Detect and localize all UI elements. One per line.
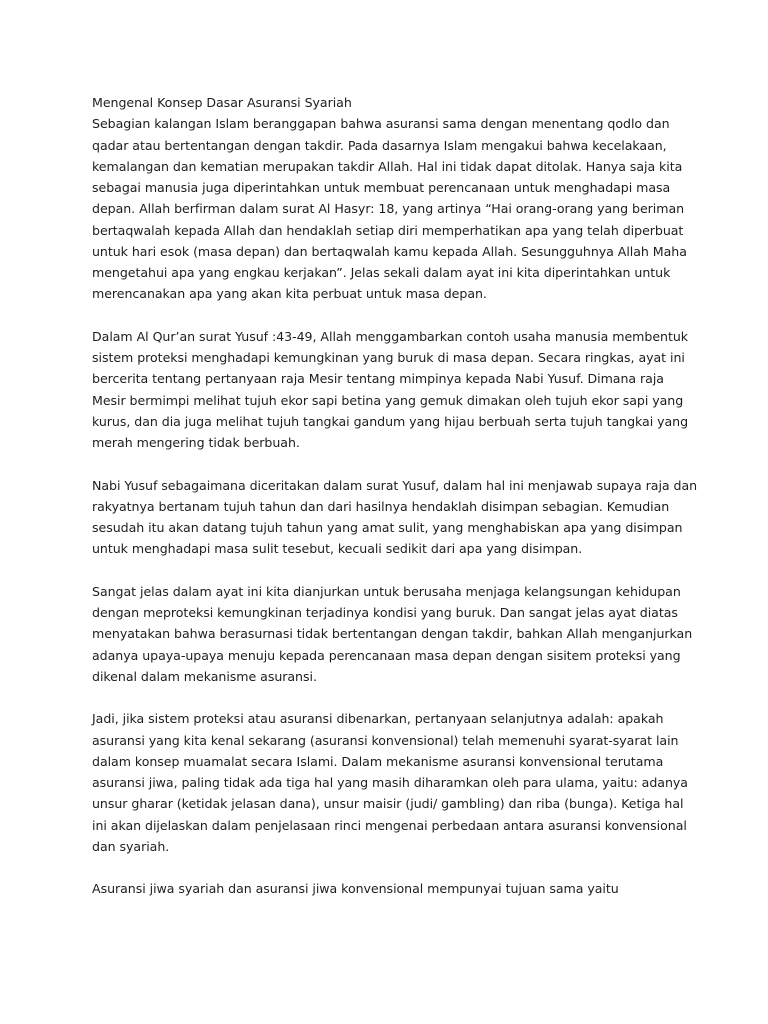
text-line: Nabi Yusuf sebagaimana diceritakan dalam surat Yusuf, dalam hal ini menjawab supaya raja dan (92, 477, 698, 493)
text-line: Dalam Al Qur’an surat Yusuf :43-49, Allah menggambarkan contoh usaha manusia membentuk (92, 328, 689, 344)
paragraph (92, 475, 698, 560)
document-body (92, 113, 698, 899)
text-line: ini akan dijelaskan dalam penjelasaan rinci mengenai perbedaan antara asuransi konvensional (92, 817, 687, 833)
document-title: Mengenal Konsep Dasar Asuransi Syariah (92, 95, 352, 110)
text-line: untuk hari esok (masa depan) dan bertaqwalah kamu kepada Allah. Sesungguhnya Allah Maha (92, 243, 687, 259)
paragraph-gap (92, 305, 698, 326)
text-line: sistem proteksi menghadapi kemungkinan yang buruk di masa depan. Secara ringkas, ayat ini (92, 350, 685, 365)
paragraph-gap (92, 560, 698, 581)
text-line: sesudah itu akan datang tujuh tahun yang amat sulit, yang menghabiskan apa yang disimpan (92, 520, 683, 535)
paragraph-gap (92, 453, 698, 474)
text-line: Sangat jelas dalam ayat ini kita dianjurkan untuk berusaha menjaga kelangsungan kehidupan (92, 583, 681, 599)
text-line: dalam konsep muamalat secara Islami. Dalam mekanisme asuransi konvensional terutama (92, 753, 664, 769)
text-line: dengan meproteksi kemungkinan terjadinya kondisi yang buruk. Dan sangat jelas ayat diatas (92, 605, 678, 620)
text-line: merah mengering tidak berbuah. (92, 435, 300, 450)
text-line: Sebagian kalangan Islam beranggapan bahwa asuransi sama dengan menentang qodlo dan (92, 116, 670, 132)
text-line: asuransi jiwa, paling tidak ada tiga hal yang masih diharamkan oleh para ulama, yaitu: adanya (92, 775, 688, 790)
text-line: Asuransi jiwa syariah dan asuransi jiwa konvensional mempunyai tujuan sama yaitu (92, 881, 619, 897)
text-line: bercerita tentang pertanyaan raja Mesir tentang mimpinya kepada Nabi Yusuf. Dimana raja (92, 371, 664, 387)
text-line: adanya upaya-upaya menuju kepada perencanaan masa depan dengan sisitem proteksi yang (92, 647, 681, 663)
text-line: unsur gharar (ketidak jelasan dana), unsur maisir (judi/ gambling) dan riba (bunga). Ketiga hal (92, 796, 684, 812)
paragraph-gap (92, 857, 698, 878)
text-line: asuransi yang kita kenal sekarang (asuransi konvensional) telah memenuhi syarat-syarat lain (92, 732, 679, 748)
paragraph (92, 708, 698, 857)
paragraph (92, 326, 698, 454)
paragraph (92, 113, 698, 304)
text-line: kurus, dan dia juga melihat tujuh tangkai gandum yang hijau berbuah serta tujuh tangkai yang (92, 413, 689, 429)
text-line: Mesir bermimpi melihat tujuh ekor sapi betina yang gemuk dimakan oleh tujuh ekor sapi yang (92, 392, 684, 408)
text-line: qadar atau bertentangan dengan takdir. Pada dasarnya Islam mengakui bahwa kecelakaan, (92, 137, 667, 153)
text-line: kemalangan dan kematian merupakan takdir Allah. Hal ini tidak dapat ditolak. Hanya saja kita (92, 158, 683, 174)
text-line: mengetahui apa yang engkau kerjakan”. Jelas sekali dalam ayat ini kita diperintahkan untuk (92, 265, 671, 280)
text-line: merencanakan apa yang akan kita perbuat untuk masa depan. (92, 286, 487, 302)
text-line: depan. Allah berfirman dalam surat Al Hasyr: 18, yang artinya “Hai orang-orang yang beriman (92, 201, 685, 217)
text-line: menyatakan bahwa berasurnasi tidak bertentangan dengan takdir, bahkan Allah menganjurkan (92, 626, 693, 642)
text-line: Jadi, jika sistem proteksi atau asuransi dibenarkan, pertanyaan selanjutnya adalah: apakah (92, 711, 664, 727)
text-line: bertaqwalah kepada Allah dan hendaklah setiap diri memperhatikan apa yang telah diperbuat (92, 222, 684, 238)
paragraph (92, 581, 698, 687)
text-line: dan syariah. (92, 838, 170, 854)
text-line: rakyatnya bertanam tujuh tahun dan dari hasilnya hendaklah disimpan sebagian. Kemudian (92, 498, 670, 514)
paragraph-gap (92, 687, 698, 708)
text-line: sebagai manusia juga diperintahkan untuk membuat perencanaan untuk menghadapi masa (92, 180, 671, 195)
text-line: dikenal dalam mekanisme asuransi. (92, 668, 317, 684)
text-line: untuk menghadapi masa sulit tesebut, kecuali sedikit dari apa yang disimpan. (92, 541, 583, 557)
paragraph (92, 878, 698, 899)
